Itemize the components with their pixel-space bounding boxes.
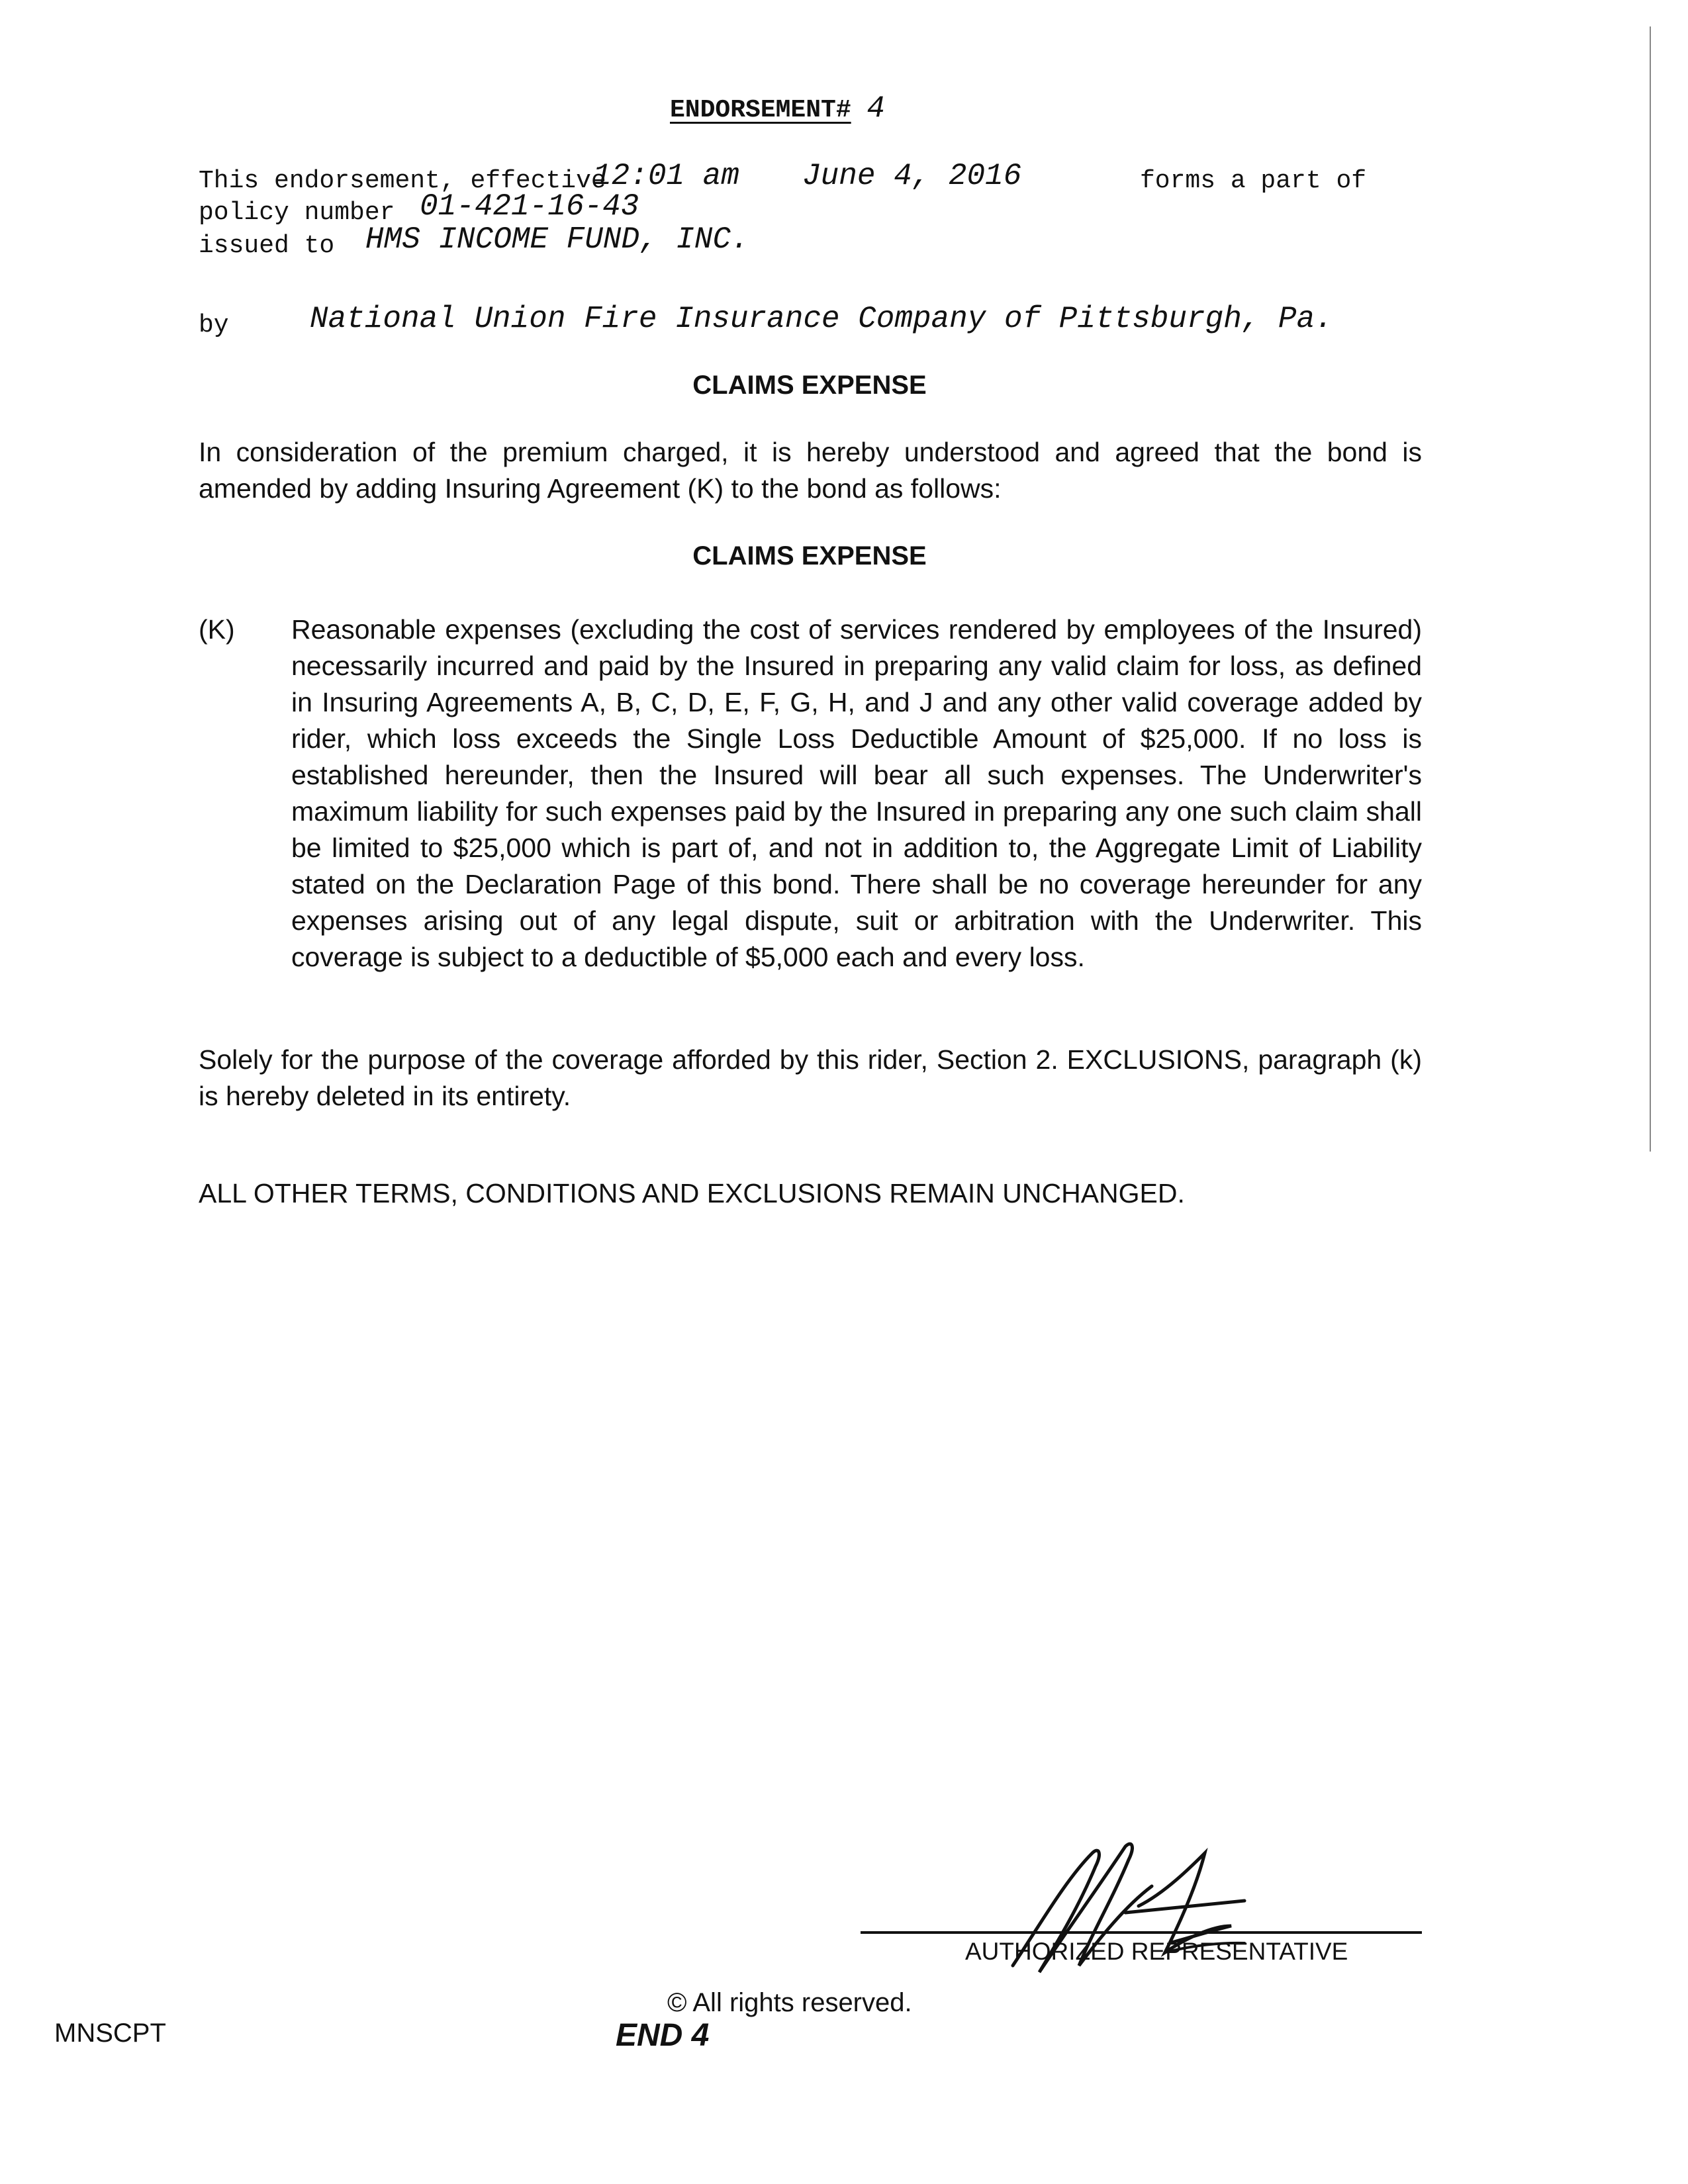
issued-label: issued to [199,232,335,260]
closing-statement: ALL OTHER TERMS, CONDITIONS AND EXCLUSIONS REMAIN UNCHANGED. [199,1178,1185,1208]
page-edge-line [1650,26,1651,1152]
effective-label: This endorsement, effective [199,167,606,195]
effective-time: 12:01 am [593,159,739,193]
solely-paragraph: Solely for the purpose of the coverage afforded by this rider, Section 2. EXCLUSIONS, paragraph (k) is hereby deleted in its entirety. [199,1044,1422,1111]
signature-label: AUTHORIZED REPRESENTATIVE [965,1938,1348,1965]
clause-k-text: Reasonable expenses (excluding the cost of services rendered by employees of the Insured) necessarily incurred and paid by the Insured in preparing any valid claim for loss, as defined in Insuring Agreements A, B, C, D, E, F, G, H, and J and any other valid coverage added by rider, which loss exceeds the Single Loss Deductible Amount of $25,000. If no loss is established hereunder, then the Insured will bear all such expenses. The Underwriter's maximum liability for such expenses paid by the Insured in preparing any one such claim shall be limited to $25,000 which is part of, and not in addition to, the Aggregate Limit of Liability stated on the Declaration Page of this bond. There shall be no coverage hereunder for any expenses arising out of any legal dispute, suit or arbitration with the Underwriter. This coverage is subject to a deductible of $5,000 each and every loss. [291,614,1422,972]
clause-marker: (K) [199,614,235,645]
insured-name: HMS INCOME FUND, INC. [365,222,749,257]
section-title-claims-expense-1: CLAIMS EXPENSE [692,371,927,400]
copyright-notice: © All rights reserved. [667,1988,912,2017]
end-label: END 4 [616,2018,710,2053]
section-title-claims-expense-2: CLAIMS EXPENSE [692,541,927,570]
policy-label: policy number [199,199,395,227]
endorsement-number: 4 [867,91,885,126]
insurer-name: National Union Fire Insurance Company of Pittsburgh, Pa. [310,302,1333,336]
form-code: MNSCPT [54,2019,166,2048]
forms-part-label: forms a part of [1140,167,1367,195]
effective-date: June 4, 2016 [802,159,1022,193]
policy-number: 01-421-16-43 [420,189,639,224]
by-label: by [199,311,229,340]
endorsement-title-label: ENDORSEMENT# [670,96,851,124]
endorsement-heading [670,91,885,126]
consideration-paragraph: In consideration of the premium charged, it is hereby understood and agreed that the bond is amended by adding Insuring Agreement (K) to the bond as follows: [199,437,1422,504]
signature-line [861,1931,1422,1934]
